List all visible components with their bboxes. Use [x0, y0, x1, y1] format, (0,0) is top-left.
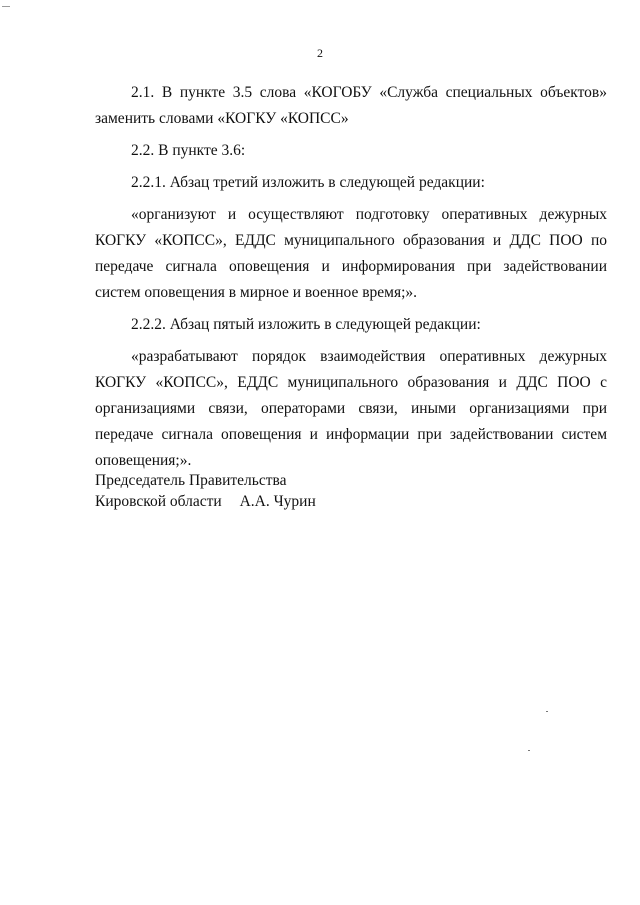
scan-artifact — [2, 6, 10, 7]
page-number: 2 — [317, 46, 323, 60]
paragraph-quote-1: «организуют и осуществляют подготовку оперативных дежурных КОГКУ «КОПСС», ЕДДС муниципального образования и ДДС ПОО по передаче сигнала оповещения и информирования при задействовании систем оповещения в мирное и военное время;». — [95, 206, 607, 301]
paragraph-2-2-1: 2.2.1. Абзац третий изложить в следующей редакции: — [131, 174, 485, 191]
signatory-region: Кировской области — [95, 493, 222, 510]
paragraph-quote-2: «разрабатывают порядок взаимодействия оперативных дежурных КОГКУ «КОПСС», ЕДДС муниципального образования и ДДС ПОО с организациями связи, операторами связи, иными организациями при передаче сигнала оповещения и информации при задействовании систем оповещения;». — [95, 348, 607, 469]
scan-dot — [546, 711, 548, 712]
scan-dot — [528, 750, 530, 751]
signature-block — [95, 470, 316, 512]
paragraph-2-2: 2.2. В пункте 3.6: — [131, 142, 246, 159]
document-body — [95, 80, 607, 480]
signatory-title-line2 — [95, 491, 316, 512]
paragraph-2-2-2: 2.2.2. Абзац пятый изложить в следующей редакции: — [131, 316, 481, 333]
signatory-name: А.А. Чурин — [239, 493, 316, 510]
paragraph-2-1: 2.1. В пункте 3.5 слова «КОГОБУ «Служба специальных объектов» заменить словами «КОГКУ «КОПСС» — [95, 84, 607, 127]
signatory-title-line1: Председатель Правительства — [95, 472, 287, 489]
